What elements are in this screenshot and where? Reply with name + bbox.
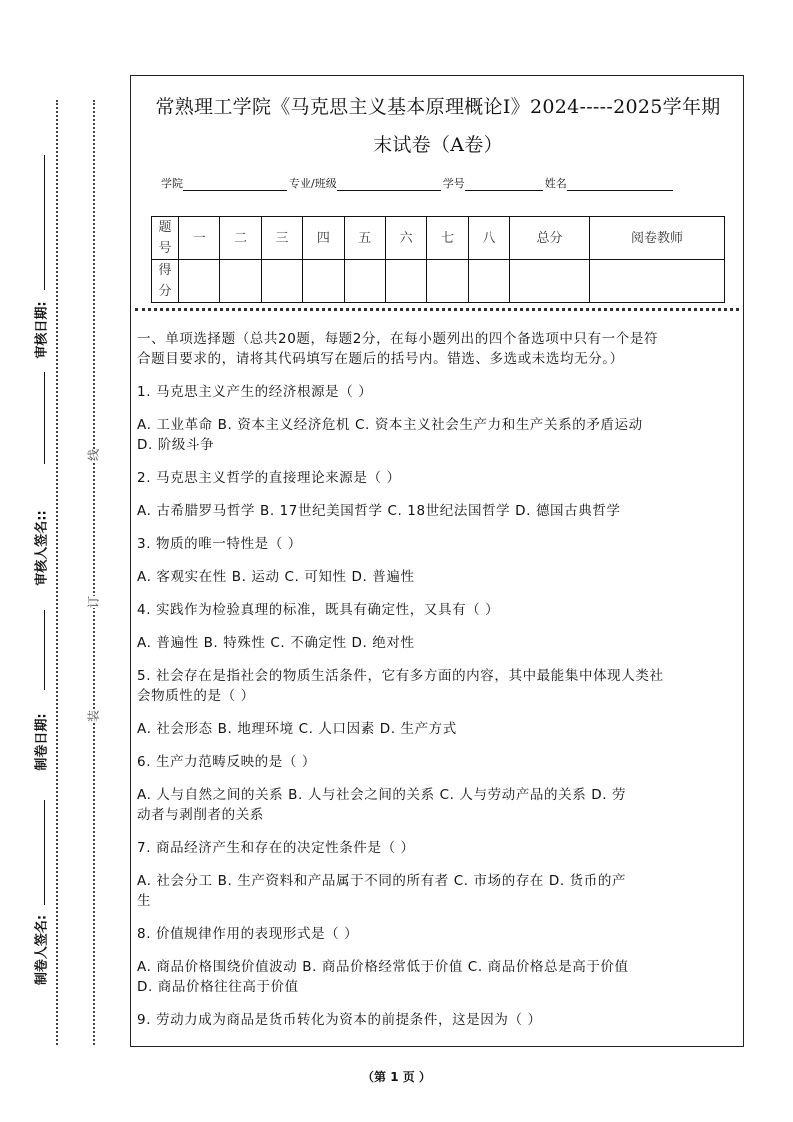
option-line: A. 客观实在性 B. 运动 C. 可知性 D. 普遍性 (137, 569, 415, 585)
table-row (152, 217, 725, 260)
question-stem-line: 4. 实践作为检验真理的标准，既具有确定性，又具有（ ） (137, 602, 500, 618)
question-stem (137, 838, 741, 858)
student-info-row (161, 175, 675, 191)
signature-line (44, 372, 45, 464)
exam-title-line2: 末试卷（A卷） (373, 134, 503, 156)
table-header-cell: 阅卷教师 (590, 217, 725, 260)
binding-mark-staple: 订 (86, 595, 101, 609)
question-options (137, 567, 741, 587)
major-class-field[interactable] (337, 178, 441, 191)
page-number: （第 1 页 ） (362, 1070, 431, 1084)
name-field[interactable] (567, 178, 673, 191)
signature-line (44, 800, 45, 905)
paper-maker-signature-label: 制卷人签名: (34, 914, 50, 986)
table-header-cell: 一 (179, 217, 220, 260)
table-row (152, 260, 725, 303)
table-header-cell: 二 (220, 217, 261, 260)
question-options (137, 633, 741, 653)
binding-mark-line: 线 (86, 448, 101, 462)
student-id-label: 学号 (442, 177, 465, 190)
exam-title-line1: 常熟理工学院《马克思主义基本原理概论I》2024-----2025学年期 (155, 96, 721, 118)
score-cell[interactable] (220, 260, 261, 303)
table-header-cell: 五 (344, 217, 385, 260)
option-line: 生 (137, 893, 152, 909)
cut-line-inner (93, 100, 95, 1045)
option-line: A. 社会分工 B. 生产资料和产品属于不同的所有者 C. 市场的存在 D. 货币的产 (137, 873, 627, 889)
score-cell[interactable] (303, 260, 344, 303)
question-stem (137, 600, 741, 620)
table-header-cell: 七 (427, 217, 468, 260)
score-cell[interactable] (385, 260, 426, 303)
question-stem (137, 752, 741, 772)
option-line: 动者与剥削者的关系 (137, 807, 264, 823)
question-stem-line: 1. 马克思主义产生的经济根源是（ ） (137, 384, 373, 400)
section-heading-line: 合题目要求的，请将其代码填写在题后的括号内。错选、多选或未选均无分。） (137, 351, 624, 367)
option-line: A. 工业革命 B. 资本主义经济危机 C. 资本主义社会生产力和生产关系的矛盾运动 (137, 417, 643, 433)
question-section (137, 329, 741, 1043)
table-header-cell: 三 (261, 217, 302, 260)
question-stem-line: 7. 商品经济产生和存在的决定性条件是（ ） (137, 840, 415, 856)
option-line: A. 人与自然之间的关系 B. 人与社会之间的关系 C. 人与劳动产品的关系 D. 劳 (137, 787, 627, 803)
score-cell[interactable] (510, 260, 590, 303)
review-date-label: 审核日期: (34, 301, 50, 359)
question-options (137, 501, 741, 521)
question-stem-line: 2. 马克思主义哲学的直接理论来源是（ ） (137, 470, 401, 486)
name-label: 姓名 (544, 177, 567, 190)
score-cell[interactable] (590, 260, 725, 303)
table-header-cell: 六 (385, 217, 426, 260)
exam-page-frame (130, 75, 744, 1047)
college-field[interactable] (183, 178, 287, 191)
table-header-cell: 四 (303, 217, 344, 260)
question-stem (137, 1010, 741, 1030)
section-heading (137, 329, 741, 369)
option-line: A. 社会形态 B. 地理环境 C. 人口因素 D. 生产方式 (137, 721, 457, 737)
question-options (137, 785, 741, 825)
section-heading-line: 一、单项选择题（总共20题，每题2分，在每小题列出的四个备选项中只有一个是符 (137, 331, 659, 347)
question-stem-line: 5. 社会存在是指社会的物质生活条件，它有多方面的内容，其中最能集中体现人类社 (137, 668, 664, 684)
signature-line (44, 155, 45, 290)
question-stem-line: 9. 劳动力成为商品是货币转化为资本的前提条件，这是因为（ ） (137, 1012, 542, 1028)
question-stem (137, 534, 741, 554)
question-options (137, 719, 741, 739)
question-stem (137, 468, 741, 488)
question-stem (137, 924, 741, 944)
score-cell[interactable] (179, 260, 220, 303)
reviewer-signature-label: 审核人签名:: (34, 510, 50, 586)
table-header-cell: 题号 (152, 217, 179, 260)
score-table (151, 216, 725, 303)
dotted-divider (135, 308, 739, 311)
option-line: A. 商品价格围绕价值波动 B. 商品价格经常低于价值 C. 商品价格总是高于价值 (137, 959, 629, 975)
table-header-cell: 八 (468, 217, 509, 260)
binding-mark-bind: 装 (86, 709, 101, 723)
question-options (137, 957, 741, 997)
score-cell[interactable] (468, 260, 509, 303)
option-line: A. 普遍性 B. 特殊性 C. 不确定性 D. 绝对性 (137, 635, 415, 651)
score-cell[interactable] (261, 260, 302, 303)
option-line: D. 商品价格往往高于价值 (137, 979, 299, 995)
option-line: D. 阶级斗争 (137, 437, 215, 453)
question-options (137, 415, 741, 455)
question-stem-line: 8. 价值规律作用的表现形式是（ ） (137, 926, 359, 942)
paper-date-label: 制卷日期: (34, 713, 50, 771)
student-id-field[interactable] (465, 178, 543, 191)
question-stem-line: 6. 生产力范畴反映的是（ ） (137, 754, 316, 770)
major-class-label: 专业/班级 (289, 177, 337, 190)
table-header-cell: 总分 (510, 217, 590, 260)
question-stem (137, 666, 741, 706)
cut-line-outer (56, 100, 58, 1045)
question-stem-line: 会物质性的是（ ） (137, 688, 255, 704)
question-stem (137, 382, 741, 402)
score-cell[interactable] (344, 260, 385, 303)
question-options (137, 871, 741, 911)
college-label: 学院 (161, 177, 183, 190)
option-line: A. 古希腊罗马哲学 B. 17世纪美国哲学 C. 18世纪法国哲学 D. 德国古典哲学 (137, 503, 621, 519)
signature-line (44, 610, 45, 690)
score-cell[interactable] (427, 260, 468, 303)
score-row-label: 得分 (152, 260, 179, 303)
question-stem-line: 3. 物质的唯一特性是（ ） (137, 536, 302, 552)
